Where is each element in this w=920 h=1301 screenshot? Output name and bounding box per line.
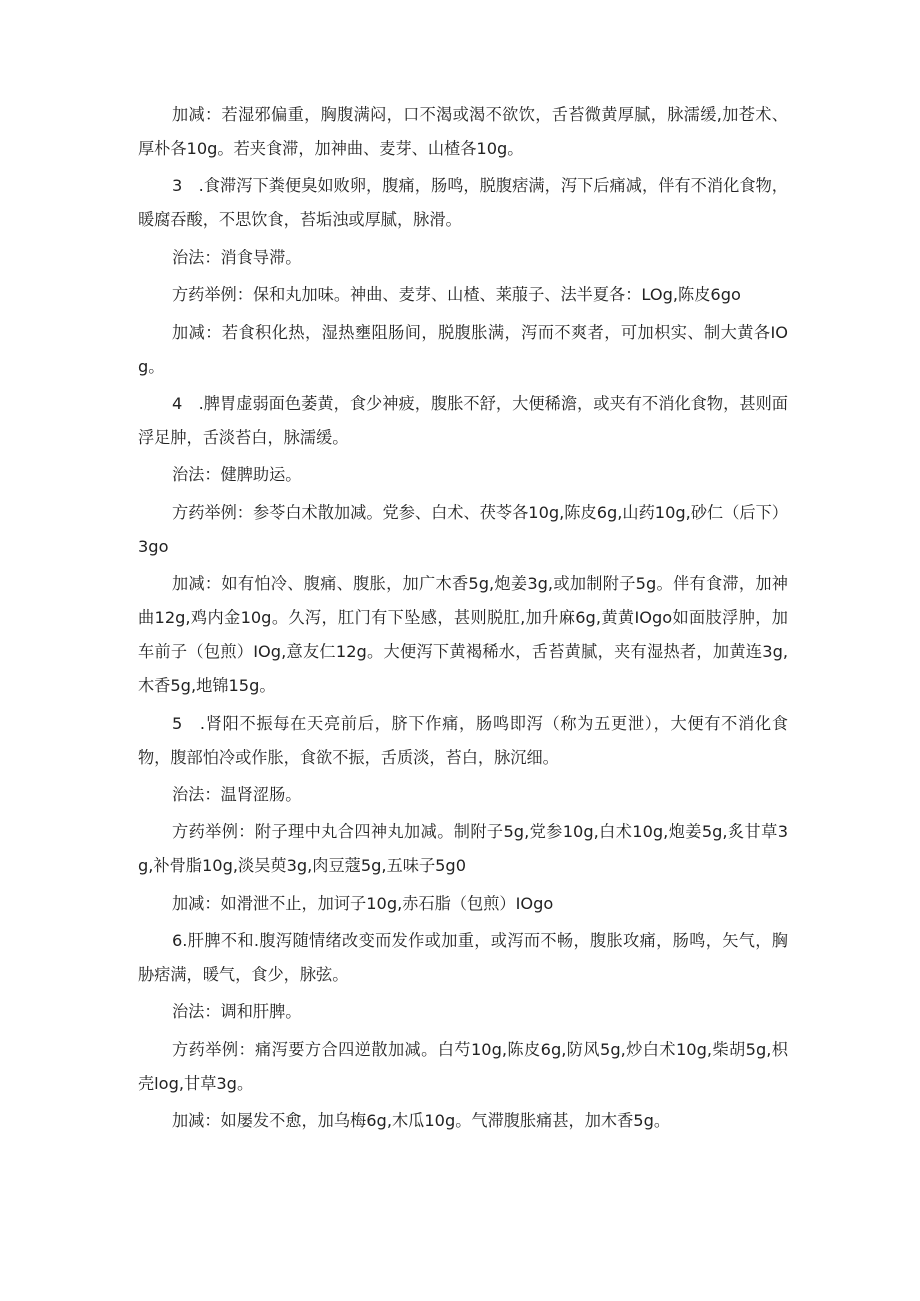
paragraph-modification: 加减：如滑泄不止，加诃子10g,赤石脂（包煎）IOgo [172,893,554,913]
paragraph-food-stagnation: 3 .食滞泻下粪便臭如败卵，腹痛，肠鸣，脱腹痞满，泻下后痛减，伴有不消化食物，暖腐吞酸，不思饮食，苔垢浊或厚腻，脉滑。 [138,176,788,230]
paragraph-modification: 加减：如屡发不愈，加乌梅6g,木瓜10g。气滞腹胀痛甚，加木香5g。 [172,1111,671,1131]
paragraph-treatment: 治法：健脾助运。 [172,465,302,485]
paragraph-modification: 加减：若食积化热，湿热壅阻肠间，脱腹胀满，泻而不爽者，可加枳实、制大黄各IOg。 [138,322,788,376]
paragraph-kidney-yang: 5 .肾阳不振每在天亮前后，脐下作痛，肠鸣即泻（称为五更泄），大便有不消化食物，腹部怕冷或作胀，食欲不振，舌质淡，苔白，脉沉细。 [138,713,788,767]
paragraph-treatment: 治法：消食导滞。 [172,247,302,267]
paragraph-treatment: 治法：温肾涩肠。 [172,784,302,804]
paragraph-prescription: 方药举例：附子理中丸合四神丸加减。制附子5g,党参10g,白术10g,炮姜5g,炙甘草3g,补骨脂10g,淡吴萸3g,肉豆蔻5g,五味子5g0 [138,822,788,876]
paragraph-prescription: 方药举例：痛泻要方合四逆散加减。白芍10g,陈皮6g,防风5g,炒白术10g,柴胡5g,枳壳log,甘草3g。 [138,1039,788,1093]
paragraph-prescription: 方药举例：参苓白术散加减。党参、白术、茯苓各10g,陈皮6g,山药10g,砂仁（后下）3go [138,502,788,556]
paragraph-liver-spleen: 6.肝脾不和.腹泻随情绪改变而发作或加重，或泻而不畅，腹胀攻痛，肠鸣，矢气，胸胁痞满，暖气，食少，脉弦。 [138,931,788,985]
paragraph-modification: 加减：如有怕冷、腹痛、腹胀，加广木香5g,炮姜3g,或加制附子5g。伴有食滞，加神曲12g,鸡内金10g。久泻，肛门有下坠感，甚则脱肛,加升麻6g,黄黄IOgo如面肢浮肿，加车前子（包煎）IOg,意友仁12g。大便泻下黄褐稀水，舌苔黄腻，夹有湿热者，加黄连3g,木香5g,地锦15g。 [138,574,788,696]
paragraph-treatment: 治法：调和肝脾。 [172,1002,302,1022]
paragraph-modification-dampness: 加减：若湿邪偏重，胸腹满闷，口不渴或渴不欲饮，舌苔微黄厚腻，脉濡缓,加苍术、厚朴各10g。若夹食滞，加神曲、麦芽、山楂各10g。 [138,105,788,158]
paragraph-spleen-deficiency: 4 .脾胃虚弱面色萎黄，食少神疲，腹胀不舒，大便稀澹，或夹有不消化食物，甚则面浮足肿，舌淡苔白，脉濡缓。 [138,393,788,447]
document-body [138,98,788,1142]
paragraph-prescription: 方药举例：保和丸加味。神曲、麦芽、山楂、莱菔子、法半夏各：LOg,陈皮6go [172,285,741,305]
